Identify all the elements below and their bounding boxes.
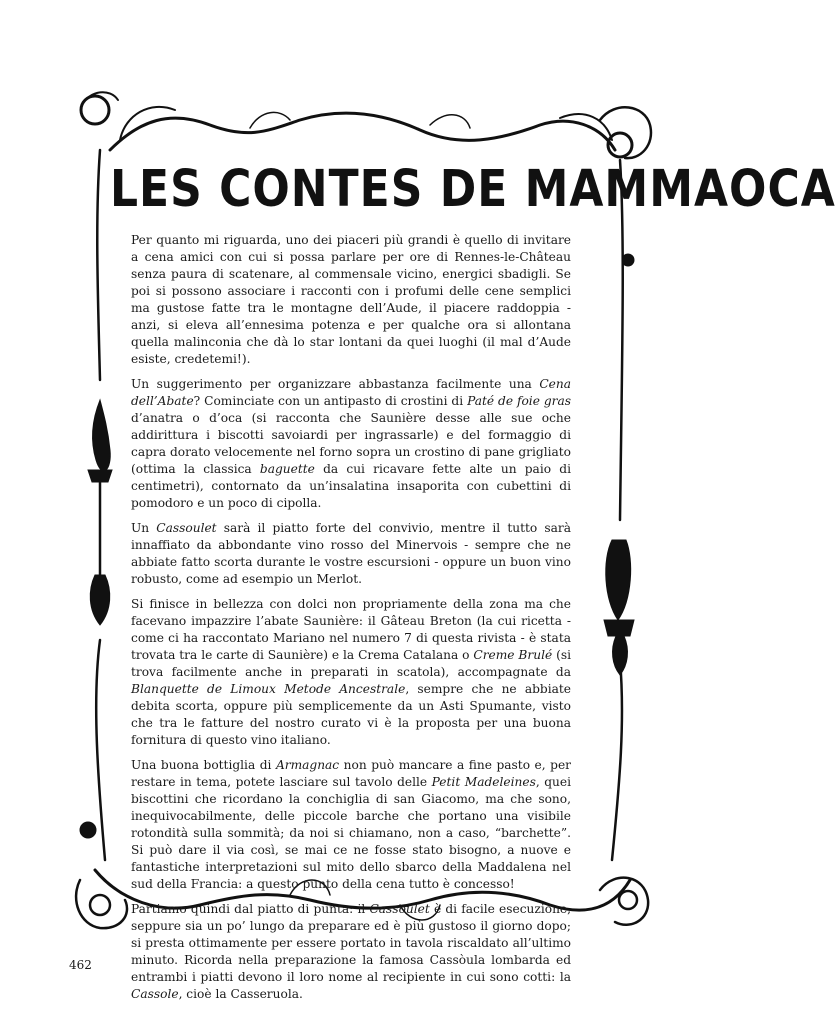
text-run: da cui ricavare fette alte un paio di centimetri), contornato da un’insalatina insaporita con cubettini di pomodoro e un poco di cipolla.	[131, 462, 571, 510]
page-number: 462	[69, 958, 92, 972]
text-run: , sempre che ne abbiate debita scorta, oppure più semplicemente da un Asti Spumante, visto che tra le fatture del nostro curato vi è la proposta per una buona fornitura di questo vino italiano.	[131, 682, 571, 747]
top-scroll-ornament-icon	[110, 113, 615, 150]
italic-text: Blanquette de Limoux Metode Ancestrale	[131, 682, 406, 696]
paragraph	[131, 901, 571, 1003]
left-rose-ornament-icon	[80, 822, 96, 838]
italic-text: Cassoulet	[156, 521, 217, 535]
text-run: Un suggerimento per organizzare abbastanza facilmente una	[131, 377, 540, 391]
text-run: sarà il piatto forte del convivio, mentre il tutto sarà innaffiato da abbondante vino rosso del Minervois - sempre che ne abbiate fatto scorta durante le vostre escursioni - oppure un buon vino robusto, come ad esempio un Merlot.	[131, 521, 571, 586]
italic-text: Cassole	[131, 987, 179, 1001]
paragraph	[131, 376, 571, 512]
italic-text: Cassoulet	[369, 902, 430, 916]
text-run: è di facile esecuzione, seppure sia un po’ lungo da preparare ed è più gustoso il giorno dopo; si presta ottimamente per essere portato in tavola riscaldato all’ultimo minuto. Ricorda nella preparazione la famosa Cassòula lombarda ed entrambi i piatti devono il loro nome al recipiente in cui sono cotti: la	[131, 902, 571, 984]
text-run: non può mancare a fine pasto e, per restare in tema, potete lasciare sul tavolo delle	[131, 758, 571, 789]
paragraph	[131, 757, 571, 893]
italic-text: baguette	[259, 462, 315, 476]
right-rose-ornament-icon	[622, 254, 634, 266]
paragraph	[131, 232, 571, 368]
italic-text: Armagnac	[275, 758, 340, 772]
text-run: , quei biscottini che ricordano la conchiglia di san Giacomo, ma che sono, inequivocabilmente, delle piccole barche che portano una visibile rotondità sulla sommità; da noi si chiamano, non a caso, “barchette”. Si può dare il via così, se mai ce ne fosse stato bisogno, a nuove e fantastiche interpretazioni sul mito dello sbarco della Maddalena nel sud della Francia: a questo punto della cena tutto è concesso!	[131, 775, 571, 891]
text-run: Partiamo quindi dal piatto di punta: il	[131, 902, 370, 916]
left-stem-ornament-icon	[97, 150, 100, 380]
text-run: Una buona bottiglia di	[131, 758, 276, 772]
text-run: (si trova facilmente anche in preparati in scatola), accompagnate da	[131, 648, 572, 679]
article-body	[131, 232, 571, 1011]
italic-text: Petit Madeleines	[431, 775, 536, 789]
italic-text: Cena dell’Abate	[131, 377, 571, 408]
italic-text: Paté de foie gras	[467, 394, 571, 408]
text-run: d’anatra o d’oca (si racconta che Saunière desse alle sue oche addirittura i biscotti savoiardi per ingrassarle) e del formaggio di capra dorato velocemente nel forno sopra un crostino di pane grigliato (ottima la classica	[131, 411, 571, 476]
text-run: ? Cominciate con un antipasto di crostini di	[193, 394, 468, 408]
page-title: LES CONTES DE MAMMAOCA	[110, 160, 836, 219]
text-run: Si finisce in bellezza con dolci non propriamente della zona ma che facevano impazzire l’abate Saunière: il Gâteau Breton (la cui ricetta - come ci ha raccontato Mariano nel numero 7 di questa rivista - è stata trovata tra le carte di Saunière) e la Crema Catalana o	[131, 597, 571, 662]
paragraph	[131, 596, 571, 749]
right-torch-ornament-icon	[604, 540, 634, 675]
paragraph	[131, 520, 571, 588]
text-run: Un	[131, 521, 157, 535]
text-run: Per quanto mi riguarda, uno dei piaceri più grandi è quello di invitare a cena amici con cui si possa parlare per ore di Rennes-le-Château senza paura di scatenare, al commensale vicino, energici sbadigli. Se poi si possono associare i racconti con i profumi delle cene semplici ma gustose fatte tra le montagne dell’Aude, il piacere raddoppia - anzi, si eleva all’ennesima potenza e per qualche ora si allontana quella malinconia che dà lo star lontani da quei luoghi (il mal d’Aude esiste, credetemi!).	[131, 233, 571, 366]
text-run: , cioè la Casseruola.	[178, 987, 303, 1001]
italic-text: Creme Brulé	[473, 648, 553, 662]
